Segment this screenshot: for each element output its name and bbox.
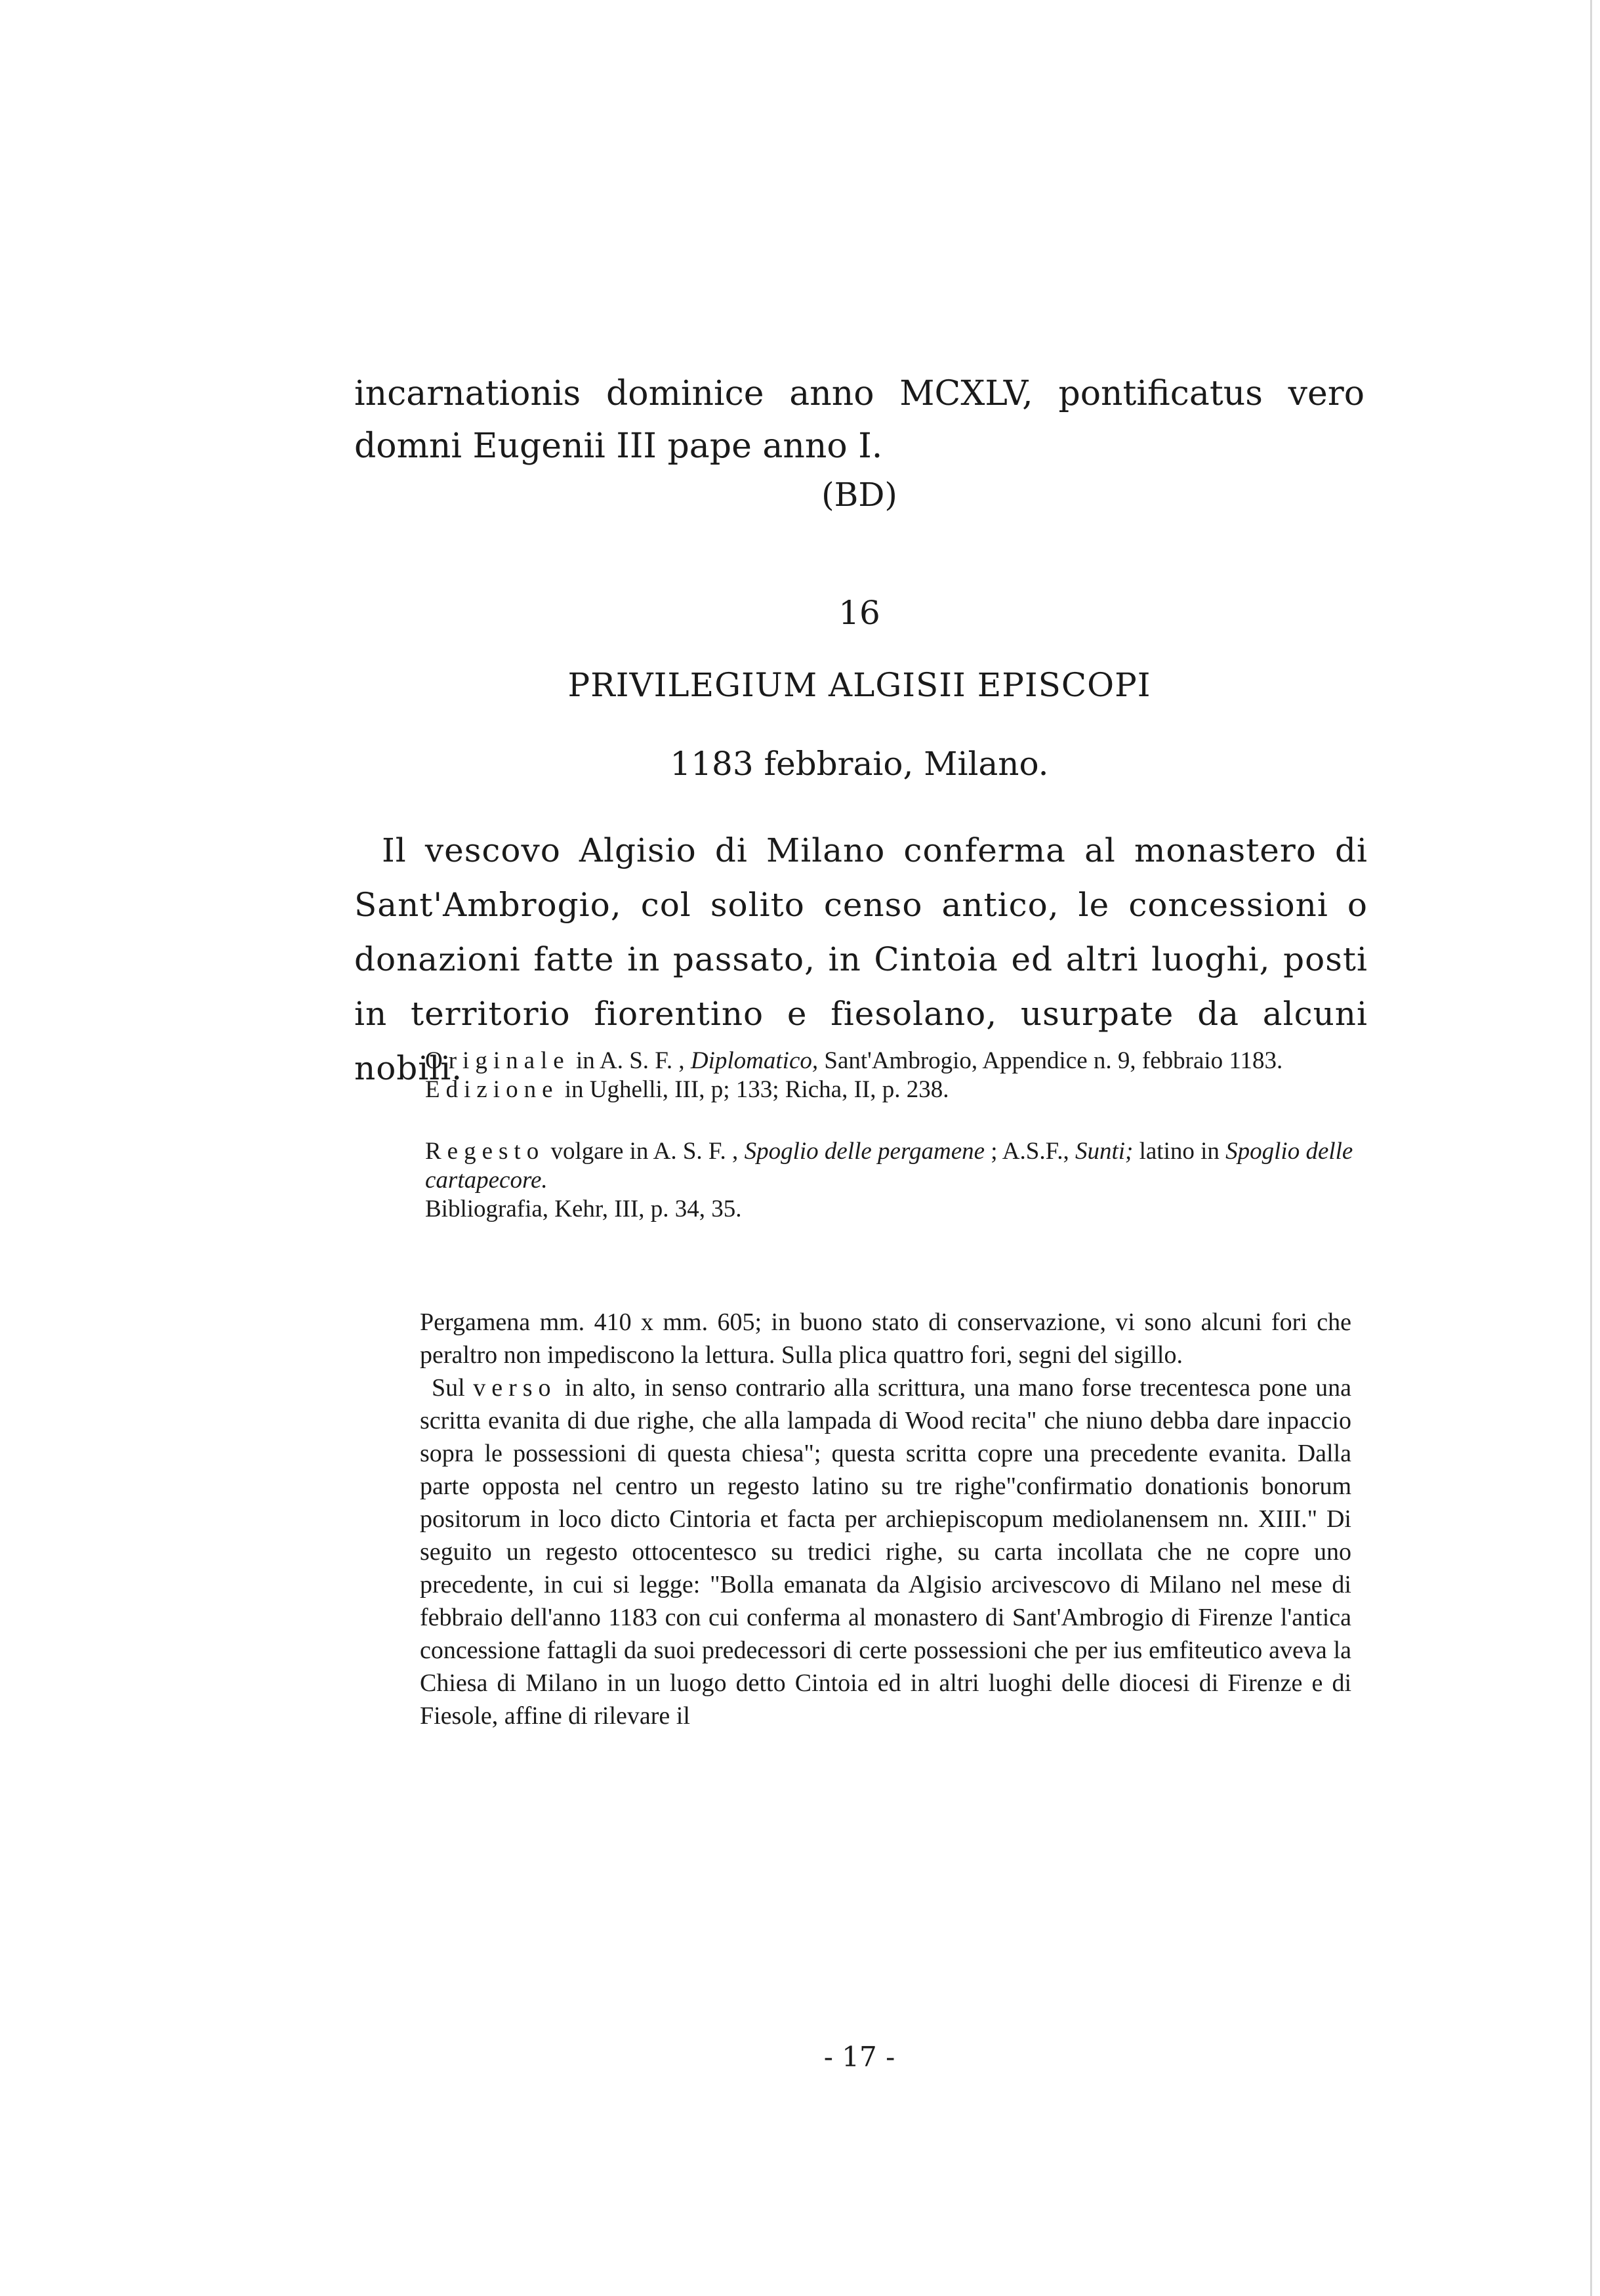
page-edge — [1590, 0, 1592, 2296]
reference-edizione: Edizione in Ughelli, III, p; 133; Richa, II, p. 238. — [425, 1076, 949, 1103]
reference-bibliografia: Bibliografia, Kehr, III, p. 34, 35. — [425, 1196, 742, 1222]
verso-paragraph: Sul verso in alto, in senso contrario alla scrittura, una mano forse trecentesca pone una scritta evanita di due righe, che alla lampada di Wood recita" che niuno debba dare inpaccio sopra le possessioni di questa chiesa"; questa scritta copre una precedente evanita. Dalla parte opposta nel centro un regesto latino su tre righe"confirmatio donationis bonorum positorum in loco dicto Cintoria et facta per archiepiscopum mediolanensem nn. XIII." Di seguito un regesto ottocentesco su tredici righe, su carta incollata che ne copre uno precedente, in cui si legge: "Bolla emanata da Algisio arcivescovo di Milano nel mese di febbraio dell'anno 1183 con cui conferma al monastero di Sant'Ambrogio di Firenze l'antica concessione fattagli da suoi predecessori di certe possessioni che per ius emfiteutico aveva la Chiesa di Milano in un luogo detto Cintoia ed in altri luoghi delle diocesi di Firenze e di Fiesole, affine di rilevare il — [420, 1374, 1351, 1730]
document-number: 16 — [838, 594, 880, 632]
editor-signature: (BD) — [821, 476, 897, 514]
document-title: PRIVILEGIUM ALGISII EPISCOPI — [567, 666, 1151, 704]
verso-label: verso — [473, 1374, 557, 1402]
intro-text: incarnationis dominice anno MCXLV, pontificatus vero domni Eugenii III pape anno I. — [354, 374, 1364, 466]
physical-description — [420, 1306, 1351, 1732]
reference-regesto: Regesto volgare in A. S. F. , Spoglio delle pergamene ; A.S.F., Sunti; latino in Spoglio delle cartapecore. — [425, 1138, 1353, 1194]
regesto-label: Regesto — [425, 1138, 545, 1165]
originale-label: Originale — [425, 1047, 570, 1074]
description-paragraph: Pergamena mm. 410 x mm. 605; in buono stato di conservazione, vi sono alcuni fori che peraltro non impediscono la lettura. Sulla plica quattro fori, segni del sigillo. — [420, 1308, 1351, 1369]
edizione-label: Edizione — [425, 1076, 559, 1103]
references-block — [425, 1047, 1357, 1224]
document-date: 1183 febbraio, Milano. — [670, 745, 1049, 783]
document-summary: Il vescovo Algisio di Milano conferma al monastero di Sant'Ambrogio, col solito censo antico, le concessioni o donazioni fatte in passato, in Cintoia ed altri luoghi, posti in territorio fiorentino e fiesolano, usurpate da alcuni nobili. — [354, 831, 1368, 1087]
page-number: - 17 - — [823, 2041, 895, 2073]
reference-originale: Originale in A. S. F. , Diplomatico, Sant'Ambrogio, Appendice n. 9, febbraio 1183. — [425, 1047, 1283, 1074]
